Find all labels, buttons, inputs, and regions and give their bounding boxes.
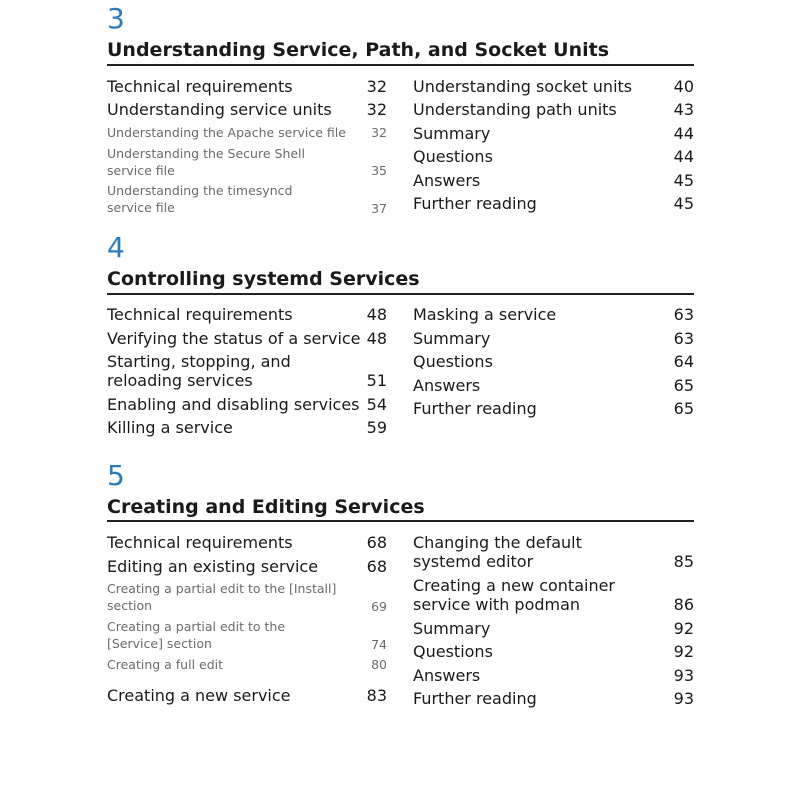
toc-page-number: 68 <box>366 557 387 576</box>
toc-page-number: 54 <box>366 395 387 414</box>
toc-page-number: 65 <box>673 399 694 418</box>
toc-page-number: 64 <box>673 352 694 371</box>
toc-entry[interactable] <box>413 376 480 395</box>
toc-entry-label: Killing a service <box>107 418 233 437</box>
toc-entry-label: Understanding path units <box>413 100 617 119</box>
toc-entry[interactable] <box>413 329 490 348</box>
chapter-divider <box>107 520 694 522</box>
toc-page-number: 63 <box>673 305 694 324</box>
toc-entry-label: Verifying the status of a service <box>107 329 361 348</box>
toc-entry-label: Answers <box>413 376 481 395</box>
toc-entry-label: Answers <box>413 666 481 685</box>
toc-subentry-label: Creating a partial edit to the [Service] section <box>107 619 286 651</box>
toc-entry-label: Technical requirements <box>107 77 293 96</box>
toc-page-number: 69 <box>371 599 387 614</box>
toc-entry[interactable] <box>413 666 480 685</box>
toc-entry-label: Questions <box>413 147 493 166</box>
toc-subentry[interactable] <box>107 182 307 216</box>
chapter-number: 4 <box>107 231 125 264</box>
toc-page-number: 65 <box>673 376 694 395</box>
toc-entry-label: Technical requirements <box>107 533 293 552</box>
toc-page-number: 45 <box>673 194 694 213</box>
chapter-title: Controlling systemd Services <box>107 268 420 290</box>
toc-subentry[interactable] <box>107 656 223 673</box>
toc-entry[interactable] <box>413 124 490 143</box>
chapter-divider <box>107 64 694 66</box>
toc-page-number: 32 <box>366 100 387 119</box>
toc-subentry[interactable] <box>107 124 357 141</box>
toc-entry[interactable] <box>107 100 332 119</box>
chapter-title: Creating and Editing Services <box>107 496 425 518</box>
toc-page-number: 44 <box>673 124 694 143</box>
toc-page-number: 51 <box>366 371 387 390</box>
toc-entry[interactable] <box>413 352 493 371</box>
chapter-number: 5 <box>107 459 125 492</box>
toc-subentry-label: Creating a partial edit to the [Install] section <box>107 581 337 613</box>
toc-entry[interactable] <box>107 305 293 324</box>
toc-page-number: 48 <box>366 305 387 324</box>
toc-entry-label: Masking a service <box>413 305 557 324</box>
toc-page-number: 74 <box>371 637 387 652</box>
chapter-number: 3 <box>107 2 125 35</box>
toc-page-number: 48 <box>366 329 387 348</box>
toc-entry[interactable] <box>413 619 490 638</box>
toc-page-number: 93 <box>673 666 694 685</box>
toc-entry-label: Questions <box>413 642 493 661</box>
toc-page-number: 37 <box>371 201 387 216</box>
toc-entry[interactable] <box>413 147 493 166</box>
toc-entry[interactable] <box>413 77 632 96</box>
toc-page-number: 92 <box>673 642 694 661</box>
toc-page-number: 93 <box>673 689 694 708</box>
toc-entry-label: Questions <box>413 352 493 371</box>
toc-subentry[interactable] <box>107 618 307 652</box>
toc-entry[interactable] <box>413 171 480 190</box>
toc-page-number: 40 <box>673 77 694 96</box>
toc-entry[interactable] <box>107 418 233 437</box>
toc-entry-label: Starting, stopping, and reloading services <box>107 352 291 390</box>
toc-entry-label: Summary <box>413 124 491 143</box>
toc-page-number: 32 <box>366 77 387 96</box>
toc-subentry[interactable] <box>107 145 322 179</box>
toc-entry-label: Understanding socket units <box>413 77 633 96</box>
toc-entry[interactable] <box>107 533 293 552</box>
toc-page-number: 35 <box>371 163 387 178</box>
toc-page-number: 32 <box>371 125 387 140</box>
toc-subentry-label: Understanding the timesyncd service file <box>107 183 293 215</box>
toc-entry-label: Further reading <box>413 194 537 213</box>
toc-entry[interactable] <box>107 686 291 705</box>
toc-entry-label: Summary <box>413 329 491 348</box>
toc-page-number: 92 <box>673 619 694 638</box>
toc-page-number: 63 <box>673 329 694 348</box>
toc-entry[interactable] <box>413 533 603 571</box>
toc-page-number: 86 <box>673 595 694 614</box>
chapter-title: Understanding Service, Path, and Socket Units <box>107 39 610 61</box>
toc-entry[interactable] <box>107 395 360 414</box>
toc-page-number: 44 <box>673 147 694 166</box>
toc-subentry-label: Understanding the Secure Shell service file <box>107 146 305 178</box>
toc-entry-label: Creating a new container service with podman <box>413 576 616 614</box>
toc-page-number: 43 <box>673 100 694 119</box>
toc-entry[interactable] <box>107 329 361 348</box>
toc-entry[interactable] <box>413 100 617 119</box>
toc-entry[interactable] <box>413 642 493 661</box>
toc-entry-label: Editing an existing service <box>107 557 319 576</box>
toc-subentry[interactable] <box>107 580 352 614</box>
toc-page-number: 83 <box>366 686 387 705</box>
toc-page-number: 80 <box>371 657 387 672</box>
toc-entry[interactable] <box>413 305 556 324</box>
toc-page-number: 45 <box>673 171 694 190</box>
toc-page-number: 85 <box>673 552 694 571</box>
toc-entry-label: Technical requirements <box>107 305 293 324</box>
toc-entry-label: Summary <box>413 619 491 638</box>
toc-entry-label: Further reading <box>413 689 537 708</box>
toc-entry-label: Further reading <box>413 399 537 418</box>
toc-entry[interactable] <box>107 557 318 576</box>
toc-subentry-label: Understanding the Apache service file <box>107 125 346 140</box>
toc-entry[interactable] <box>107 77 293 96</box>
chapter-divider <box>107 293 694 295</box>
toc-entry[interactable] <box>413 689 537 708</box>
toc-entry-label: Understanding service units <box>107 100 332 119</box>
toc-entry[interactable] <box>413 194 537 213</box>
toc-entry-label: Creating a new service <box>107 686 291 705</box>
toc-entry-label: Enabling and disabling services <box>107 395 360 414</box>
toc-entry[interactable] <box>107 352 307 390</box>
toc-entry[interactable] <box>413 399 537 418</box>
toc-page-number: 68 <box>366 533 387 552</box>
toc-subentry-label: Creating a full edit <box>107 657 224 672</box>
toc-entry[interactable] <box>413 576 623 614</box>
toc-entry-label: Answers <box>413 171 481 190</box>
toc-page-number: 59 <box>366 418 387 437</box>
toc-entry-label: Changing the default systemd editor <box>413 533 582 571</box>
